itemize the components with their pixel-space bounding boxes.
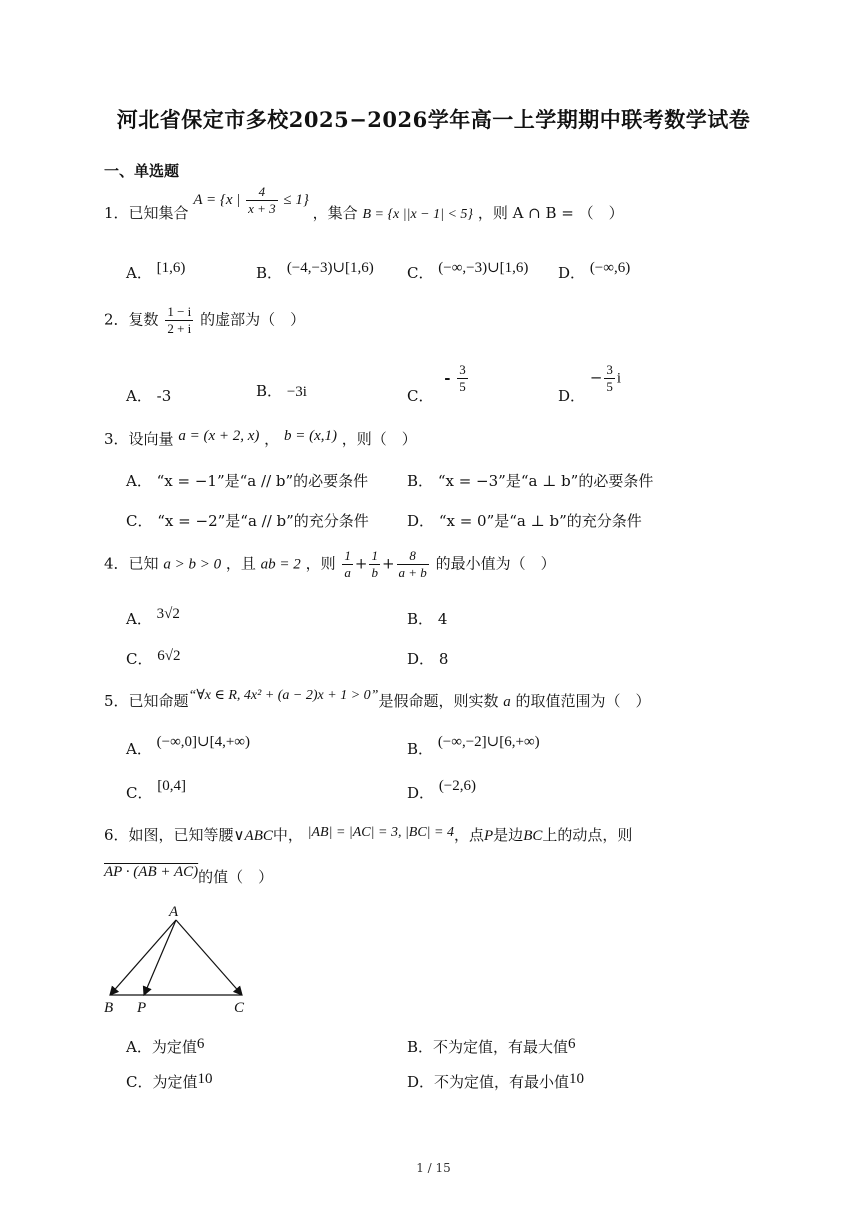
point-c-label: C	[234, 1000, 245, 1016]
point-b-label: B	[104, 1000, 114, 1016]
q1-option-b: B． (−4,−3)∪[1,6)	[256, 260, 374, 282]
q1-setB: B = {x ||x − 1| < 5}	[362, 206, 474, 222]
question-2: 2．复数 $\frac{1 - i}{2 + i}$ 的虚部为（ ）	[104, 304, 306, 336]
q5-option-d: D． (−2,6)	[407, 778, 477, 802]
q5-option-c: C． [0,4]	[126, 778, 187, 802]
q6-option-c: C．为定值10	[126, 1071, 213, 1091]
q6-option-d: D．不为定值，有最小值10	[407, 1071, 585, 1091]
vector-ab	[110, 920, 176, 995]
vector-ac	[176, 920, 242, 995]
q5-option-b: B． (−∞,−2]∪[6,+∞)	[407, 734, 540, 758]
question-6-line-2: AP · (AB + AC)的值（ ）	[104, 864, 274, 886]
q3-option-b: B． “x = −3”是“a ⊥ b”的必要条件	[407, 472, 654, 490]
q4-option-d: D． 8	[407, 650, 449, 668]
section-heading: 一、单选题	[104, 162, 180, 180]
q6-expression: AP · (AB + AC)	[104, 864, 199, 880]
q4-option-c: C． 6√2	[126, 648, 181, 668]
q4-label: 4．已知	[104, 554, 159, 573]
q3-vector-b: b = (x,1)	[283, 428, 337, 444]
page-title: 河北省保定市多校2025−2026学年高一上学期期中联考数学试卷	[116, 107, 751, 132]
q1-setA-fraction: $\frac{4}{x + 3}$	[248, 184, 276, 216]
q6-option-a: A．为定值6	[126, 1036, 205, 1056]
q1-setA: A = {x | $\frac{4}{x + 3}$ ≤ 1}	[193, 184, 309, 216]
q2-option-d: D． − $\frac{3}{5}$ i	[558, 362, 622, 405]
q3-option-a: A． “x = −1”是“a // b”的必要条件	[126, 472, 369, 490]
point-p-label: P	[137, 1000, 147, 1016]
q3-option-c: C． “x = −2”是“a // b”的充分条件	[126, 512, 369, 530]
q2-label: 2．复数	[104, 310, 159, 329]
q5-proposition: “∀x ∈ R, 4x² + (a − 2)x + 1 > 0”	[188, 688, 379, 703]
q3-option-d: D． “x = 0”是“a ⊥ b”的充分条件	[407, 512, 642, 530]
q5-label: 5．已知命题	[104, 692, 189, 710]
q5-option-a: A． (−∞,0]∪[4,+∞)	[126, 734, 250, 758]
q2-option-b: B． −3i	[256, 382, 307, 400]
q6-label: 6．如图，已知等腰	[104, 826, 234, 844]
question-1: 1．已知集合 A = {x | $\frac{4}{x + 3}$ ≤ 1} ，集合 B = {x ||x − 1| < 5} ，则 A ∩ B = （ ）	[104, 184, 624, 222]
vector-ap	[144, 920, 176, 995]
question-5: 5．已知命题“∀x ∈ R, 4x² + (a − 2)x + 1 > 0”是假命题，则实数 a 的取值范围为（ ）	[104, 688, 651, 710]
question-3: 3．设向量 a = (x + 2, x) ， b = (x,1) ，则（ ）	[104, 428, 417, 448]
triangle-figure	[96, 900, 266, 1020]
q1-option-c: C． (−∞,−3)∪[1,6)	[407, 260, 529, 282]
page-number: 1 / 15	[416, 1161, 451, 1175]
q4-option-a: A． 3√2	[126, 606, 180, 628]
q1-option-a: A． [1,6)	[126, 260, 186, 282]
question-4: 4．已知 a > b > 0 ，且 ab = 2 ，则 $\frac{1}{a}$ + $\frac{1}{b}$ + $\frac{8}{a + b}$ 的最小值为（ ）	[104, 548, 556, 580]
q3-vector-a: a = (x + 2, x)	[178, 428, 260, 444]
q1-option-d: D． (−∞,6)	[558, 260, 631, 282]
q4-option-b: B． 4	[407, 610, 448, 628]
q2-option-a: A． -3	[126, 387, 172, 405]
question-6: 6．如图，已知等腰∨ABC中， |AB| = |AC| = 3, |BC| = 4，点P是边BC上的动点，则	[104, 825, 633, 844]
q2-option-c: C． - $\frac{3}{5}$	[407, 362, 466, 405]
point-a-label: A	[169, 904, 179, 920]
q3-label: 3．设向量	[104, 430, 174, 448]
q6-option-b: B．不为定值，有最大值6	[407, 1036, 576, 1056]
q2-fraction: $\frac{1 - i}{2 + i}$	[167, 304, 192, 336]
q1-label: 1．已知集合	[104, 203, 189, 222]
